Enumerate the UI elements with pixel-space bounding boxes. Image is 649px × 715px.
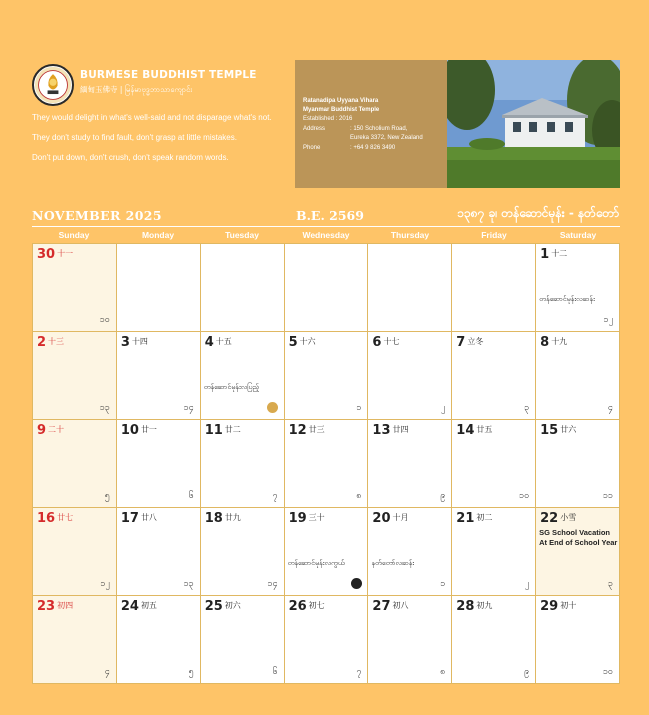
lunar-date: 十二: [551, 249, 568, 258]
day-number-row: [540, 599, 576, 614]
day-number-row: [289, 599, 325, 614]
burmese-moon-day: ၁၃: [183, 579, 194, 589]
day-number-row: [205, 599, 241, 614]
burmese-moon-day: ၁၃: [99, 403, 110, 413]
burmese-moon-day: ၁၄: [183, 403, 194, 413]
calendar-day-cell: [285, 332, 369, 420]
calendar-day-cell: [117, 332, 201, 420]
holiday-note: SG School Vacation At End of School Year: [539, 528, 618, 547]
calendar-day-cell: [117, 596, 201, 684]
day-number-row: [37, 511, 73, 526]
lunar-date: 廿七: [57, 513, 74, 522]
day-number: 24: [120, 599, 139, 614]
day-number: 7: [456, 335, 466, 350]
burmese-moon-day: ၉: [440, 491, 446, 501]
day-number-row: [121, 511, 157, 526]
temple-info-box: [295, 60, 447, 188]
day-number-row: [540, 423, 576, 438]
day-number: 2: [37, 335, 47, 350]
calendar-day-cell: [536, 332, 620, 420]
day-number-row: [456, 511, 492, 526]
month-title: NOVEMBER 2025: [32, 208, 162, 223]
temple-english-name: Myanmar Buddhist Temple: [303, 107, 380, 113]
day-number-row: [372, 423, 408, 438]
burmese-moon-day: ၄: [607, 403, 613, 413]
temple-pali-name: Ratanadipa Uyyana Vihara: [303, 98, 379, 104]
quote-line: They don't study to find fault, don't grasp at little mistakes.: [32, 133, 237, 142]
burmese-moon-day: ၁၄: [267, 579, 278, 589]
calendar-day-cell: [201, 332, 285, 420]
lunar-date: 廿二: [224, 425, 241, 434]
event-label: တန်ဆောင်မုန်းလကွယ်: [287, 559, 345, 567]
day-number-row: [37, 599, 73, 614]
lunar-date: 初六: [224, 601, 241, 610]
calendar-grid: [32, 243, 620, 684]
calendar-day-cell: [368, 420, 452, 508]
calendar-day-cell: [452, 332, 536, 420]
day-number: 15: [540, 423, 559, 438]
day-number: 27: [372, 599, 391, 614]
buddhist-era-year: B.E. 2569: [296, 208, 364, 223]
day-number-row: [205, 423, 241, 438]
quote-line: Don't put down, don't crush, don't speak random words.: [32, 153, 229, 162]
burmese-moon-day: ၈: [440, 667, 446, 677]
calendar-day-cell: [117, 420, 201, 508]
burmese-moon-day: ၁၂: [100, 579, 110, 589]
burmese-moon-day: ၇: [272, 491, 278, 501]
lunar-date: 初七: [308, 601, 325, 610]
day-number: 5: [288, 335, 298, 350]
header-divider: [32, 226, 620, 227]
day-number: 28: [456, 599, 475, 614]
burmese-moon-day: ၁၀: [519, 491, 530, 501]
lunar-date: 小雪: [560, 513, 577, 522]
day-number-row: [205, 335, 232, 350]
empty-day-cell: [117, 244, 201, 332]
calendar-day-cell: [201, 420, 285, 508]
weekday-header: [32, 228, 620, 242]
calendar-day-cell: [536, 420, 620, 508]
calendar-day-cell: [33, 508, 117, 596]
calendar-day-cell: [452, 420, 536, 508]
lunar-date: 廿九: [224, 513, 241, 522]
lunar-date: 十六: [299, 337, 316, 346]
day-number: 21: [456, 511, 475, 526]
lunar-date: 廿八: [140, 513, 157, 522]
day-number-row: [121, 423, 157, 438]
established-row: [303, 116, 352, 122]
phone-label: Phone: [303, 145, 321, 151]
burmese-moon-day: ၂: [524, 579, 530, 589]
phone-value: : +64 9 826 3490: [350, 145, 396, 151]
day-number: 20: [372, 511, 391, 526]
calendar-day-cell: [201, 596, 285, 684]
burmese-moon-day: ၅: [104, 491, 110, 501]
empty-day-cell: [368, 244, 452, 332]
lunar-date: 初八: [392, 601, 409, 610]
day-number: 11: [204, 423, 223, 438]
burmese-moon-day: ၁: [440, 579, 446, 589]
day-number: 16: [37, 511, 56, 526]
lunar-date: 初四: [57, 601, 74, 610]
burmese-moon-day: ၁၁: [602, 491, 613, 501]
lunar-date: 十三: [48, 337, 65, 346]
calendar-day-cell: [201, 508, 285, 596]
day-number: 9: [37, 423, 47, 438]
temple-logo: [32, 64, 74, 106]
weekday-saturday: Saturday: [559, 230, 597, 240]
day-number: 17: [120, 511, 139, 526]
day-number-row: [37, 423, 64, 438]
burmese-moon-day: ၆: [272, 667, 278, 677]
lunar-date: 十五: [215, 337, 232, 346]
event-label: တန်ဆောင်မုန်းလပြည့်: [203, 383, 260, 391]
empty-day-cell: [285, 244, 369, 332]
burmese-moon-day: ၄: [104, 667, 110, 677]
weekday-monday: Monday: [141, 230, 175, 240]
day-number-row: [37, 335, 64, 350]
day-number-row: [456, 423, 492, 438]
day-number: 1: [540, 247, 550, 262]
weekday-sunday: Sunday: [58, 230, 90, 240]
lunar-date: 立冬: [467, 337, 484, 346]
calendar-day-cell: [33, 596, 117, 684]
lunar-date: 廿六: [560, 425, 577, 434]
day-number-row: [456, 335, 483, 350]
weekday-thursday: Thursday: [390, 230, 430, 240]
phone-row: [303, 145, 396, 151]
lunar-date: 廿四: [392, 425, 409, 434]
burmese-moon-day: ၁၂: [603, 315, 613, 325]
weekday-friday: Friday: [481, 230, 507, 240]
lunar-date: 初五: [140, 601, 157, 610]
calendar-day-cell: [285, 420, 369, 508]
day-number: 8: [540, 335, 550, 350]
established-label: Established :: [303, 116, 338, 122]
calendar-day-cell: [117, 508, 201, 596]
burmese-moon-day: ၁: [356, 403, 362, 413]
day-number-row: [37, 247, 73, 262]
temple-name: BURMESE BUDDHIST TEMPLE: [80, 69, 257, 81]
day-number: 13: [372, 423, 391, 438]
lunar-date: 十月: [392, 513, 409, 522]
address-label: Address: [303, 126, 326, 132]
calendar-day-cell: [452, 508, 536, 596]
day-number: 30: [37, 247, 56, 262]
weekday-tuesday: Tuesday: [225, 230, 259, 240]
lunar-date: 初二: [476, 513, 493, 522]
day-number-row: [121, 599, 157, 614]
new-moon-icon: [351, 578, 362, 589]
day-number-row: [372, 511, 408, 526]
calendar-day-cell: [33, 244, 117, 332]
calendar-day-cell: [368, 332, 452, 420]
burmese-moon-day: ၆: [188, 491, 194, 501]
calendar-day-cell: [536, 244, 620, 332]
burmese-moon-day: ၅: [188, 667, 194, 677]
weekday-wednesday: Wednesday: [302, 230, 350, 240]
day-number-row: [372, 599, 408, 614]
day-number: 26: [288, 599, 307, 614]
calendar-day-cell: [285, 508, 369, 596]
day-number: 3: [120, 335, 130, 350]
calendar-day-cell: [536, 596, 620, 684]
empty-day-cell: [452, 244, 536, 332]
calendar-day-cell: [452, 596, 536, 684]
calendar-day-cell: [285, 596, 369, 684]
lunar-date: 廿五: [476, 425, 493, 434]
day-number: 19: [288, 511, 307, 526]
calendar-day-cell: [33, 420, 117, 508]
burmese-moon-day: ၂: [440, 403, 446, 413]
calendar-header: [0, 0, 649, 200]
lunar-date: 十四: [131, 337, 148, 346]
lunar-date: 三十: [308, 513, 325, 522]
calendar-day-cell: [33, 332, 117, 420]
calendar-day-cell: [368, 596, 452, 684]
lunar-date: 初十: [560, 601, 577, 610]
day-number-row: [540, 335, 567, 350]
calendar-day-cell: [536, 508, 620, 596]
calendar-day-cell: [368, 508, 452, 596]
burmese-month-title: ၁၃၈၇ ခု၊ တန်ဆောင်မုန်း - နတ်တော်: [457, 206, 619, 220]
day-number: 29: [540, 599, 559, 614]
day-number: 6: [372, 335, 382, 350]
day-number-row: [540, 511, 576, 526]
address-row: [303, 126, 408, 132]
burmese-moon-day: ၃: [524, 403, 530, 413]
temple-photo: [447, 60, 620, 188]
day-number-row: [289, 335, 316, 350]
day-number-row: [289, 423, 325, 438]
temple-subtitle: 緬甸玉佛寺 | မြန်မာဗုဒ္ဓဘာသာကျောင်း: [80, 85, 193, 94]
event-label: နတ်တော်လဆန်း: [371, 559, 415, 567]
day-number-row: [540, 247, 567, 262]
quote-line: They would delight in what's well-said and not disparage what's not.: [32, 113, 272, 122]
address-line2: Eureka 3372, New Zealand: [350, 135, 423, 141]
burmese-moon-day: ၈: [356, 491, 362, 501]
full-moon-icon: [267, 402, 278, 413]
day-number-row: [205, 511, 241, 526]
address-line1: : 150 Scholium Road,: [350, 126, 408, 132]
day-number-row: [289, 511, 325, 526]
burmese-moon-day: ၁၀: [99, 315, 110, 325]
day-number: 22: [540, 511, 559, 526]
lunar-date: 初九: [476, 601, 493, 610]
day-number-row: [121, 335, 148, 350]
day-number-row: [372, 335, 399, 350]
lunar-date: 十一: [57, 249, 74, 258]
day-number: 23: [37, 599, 56, 614]
day-number: 12: [288, 423, 307, 438]
lunar-date: 十九: [551, 337, 568, 346]
day-number: 10: [120, 423, 139, 438]
day-number: 14: [456, 423, 475, 438]
burmese-moon-day: ၁၀: [602, 667, 613, 677]
day-number-row: [456, 599, 492, 614]
empty-day-cell: [201, 244, 285, 332]
lunar-date: 十七: [383, 337, 400, 346]
lunar-date: 廿三: [308, 425, 325, 434]
burmese-moon-day: ၃: [607, 579, 613, 589]
day-number: 18: [204, 511, 223, 526]
established-value: 2016: [339, 116, 353, 122]
event-label: တန်ဆောင်မုန်းလဆန်း: [539, 295, 595, 303]
day-number: 4: [204, 335, 214, 350]
day-number: 25: [204, 599, 223, 614]
burmese-moon-day: ၉: [524, 667, 530, 677]
lunar-date: 廿一: [140, 425, 157, 434]
lunar-date: 二十: [48, 425, 65, 434]
burmese-moon-day: ၇: [356, 667, 362, 677]
